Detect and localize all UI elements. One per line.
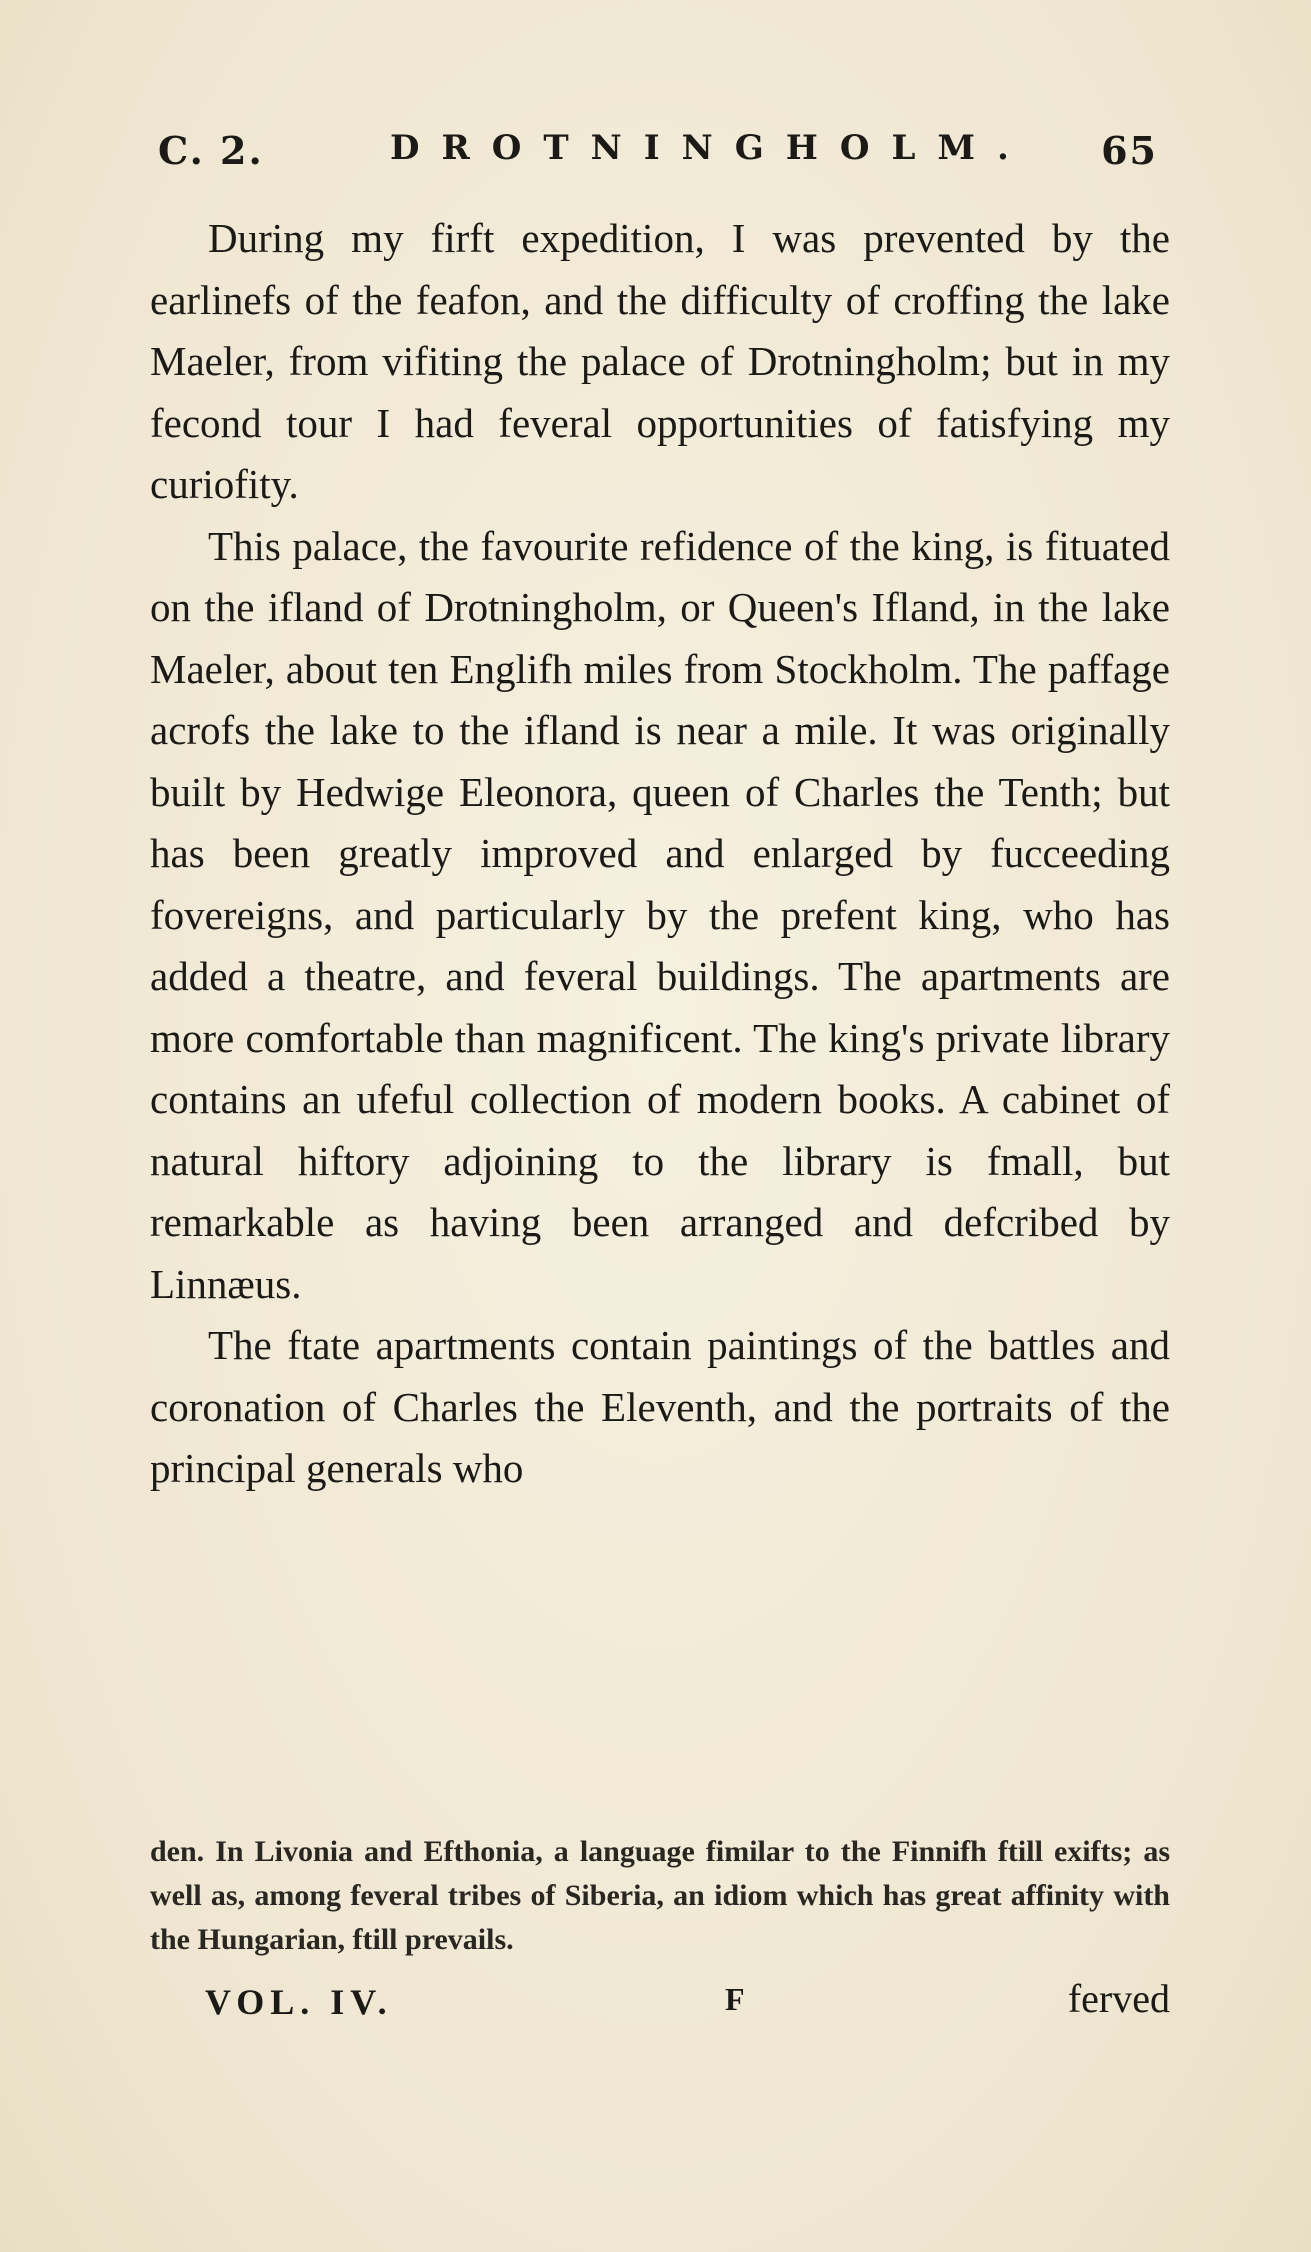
paragraph-3: The ftate apartments contain paintings of the battles and coronation of Charles the Eleventh, and the portraits of the principal generals who (150, 1322, 1170, 1491)
chapter-marker: C. 2. (158, 128, 264, 173)
footnote (150, 1830, 1170, 1962)
paragraph-2: This palace, the favourite refidence of the king, is fituated on the ifland of Drotningholm, or Queen's Ifland, in the lake Maeler, about ten Englifh miles from Stockholm. The paffage acrofs the lake to the ifland is near a mile. It was originally built by Hedwige Eleonora, queen of Charles the Tenth; but has been greatly improved and enlarged by fucceeding fovereigns, and particularly by the prefent king, who has added a theatre, and feveral buildings. The apartments are more comfortable than magnificent. The king's private library contains an ufeful collection of modern books. A cabinet of natural hiftory adjoining to the library is fmall, but remarkable as having been arranged and defcribed by Linnæus. (150, 522, 1170, 1307)
main-text (150, 208, 1170, 1500)
catchword: ferved (1067, 1976, 1170, 2021)
signature-letter: F (725, 1981, 745, 2017)
page-footer (205, 1975, 1170, 2025)
paragraph-1: During my firft expedition, I was prevented by the earlinefs of the feafon, and the difficulty of croffing the lake Maeler, from vifiting the palace of Drotningholm; but in my fecond tour I had feveral opportunities of fatisfying my curiofity. (150, 215, 1170, 507)
signature-volume: VOL. IV. (205, 1982, 393, 2022)
footnote-text: den. In Livonia and Efthonia, a language fimilar to the Finnifh ftill exifts; as well as, among feveral tribes of Siberia, an idiom which has great affinity with the Hungarian, ftill prevails. (150, 1835, 1170, 1956)
running-title: DROTNINGHOLM. (390, 128, 1031, 168)
running-header (158, 128, 1158, 188)
page-number: 65 (1101, 128, 1158, 173)
